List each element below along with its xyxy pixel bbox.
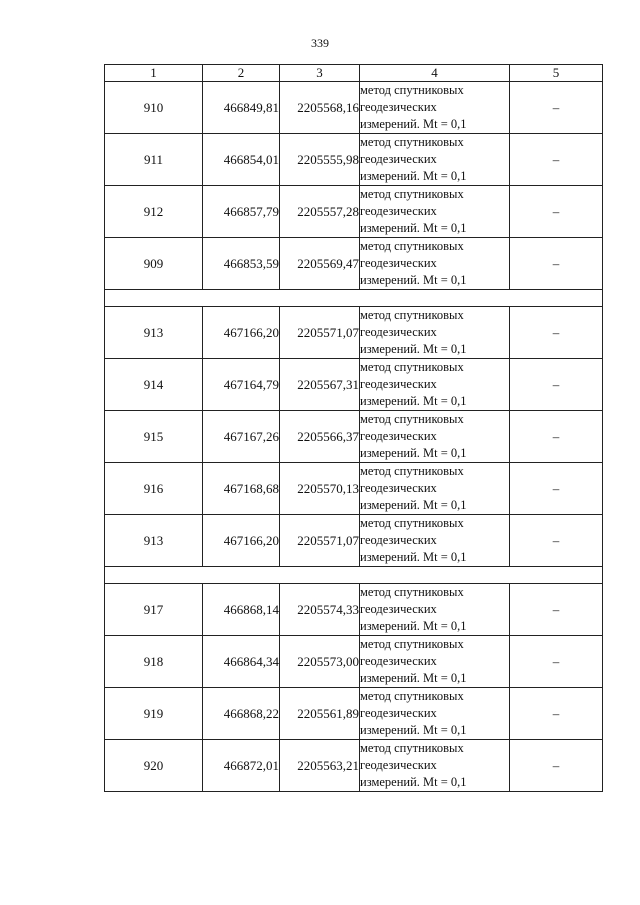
- note-cell: –: [510, 515, 603, 567]
- note-cell: –: [510, 740, 603, 792]
- table-row: [105, 186, 603, 238]
- table-row: [105, 238, 603, 290]
- note-cell: –: [510, 186, 603, 238]
- y-coordinate-cell: 2205566,37: [280, 411, 360, 463]
- x-coordinate-cell: 467167,26: [203, 411, 280, 463]
- separator-cell: [105, 567, 603, 584]
- y-coordinate-cell: 2205563,21: [280, 740, 360, 792]
- point-number-cell: 914: [105, 359, 203, 411]
- y-coordinate-cell: 2205568,16: [280, 82, 360, 134]
- point-number-cell: 915: [105, 411, 203, 463]
- column-header-5: 5: [510, 65, 603, 82]
- column-header-2: 2: [203, 65, 280, 82]
- method-cell: метод спутниковых геодезических измерений. Mt = 0,1: [360, 82, 510, 134]
- note-cell: –: [510, 359, 603, 411]
- x-coordinate-cell: 467166,20: [203, 515, 280, 567]
- method-cell: метод спутниковых геодезических измерений. Mt = 0,1: [360, 688, 510, 740]
- note-cell: –: [510, 82, 603, 134]
- y-coordinate-cell: 2205561,89: [280, 688, 360, 740]
- y-coordinate-cell: 2205569,47: [280, 238, 360, 290]
- note-cell: –: [510, 134, 603, 186]
- table-row: [105, 688, 603, 740]
- table-row: [105, 411, 603, 463]
- point-number-cell: 919: [105, 688, 203, 740]
- table-row: [105, 359, 603, 411]
- table-row: [105, 82, 603, 134]
- method-cell: метод спутниковых геодезических измерений. Mt = 0,1: [360, 515, 510, 567]
- x-coordinate-cell: 467164,79: [203, 359, 280, 411]
- point-number-cell: 910: [105, 82, 203, 134]
- point-number-cell: 911: [105, 134, 203, 186]
- table-row: [105, 740, 603, 792]
- x-coordinate-cell: 466864,34: [203, 636, 280, 688]
- coordinates-table: [104, 64, 603, 792]
- method-cell: метод спутниковых геодезических измерений. Mt = 0,1: [360, 359, 510, 411]
- method-cell: метод спутниковых геодезических измерений. Mt = 0,1: [360, 636, 510, 688]
- table-row: [105, 307, 603, 359]
- method-cell: метод спутниковых геодезических измерений. Mt = 0,1: [360, 134, 510, 186]
- method-cell: метод спутниковых геодезических измерений. Mt = 0,1: [360, 463, 510, 515]
- method-cell: метод спутниковых геодезических измерений. Mt = 0,1: [360, 307, 510, 359]
- x-coordinate-cell: 466857,79: [203, 186, 280, 238]
- point-number-cell: 917: [105, 584, 203, 636]
- note-cell: –: [510, 584, 603, 636]
- separator-cell: [105, 290, 603, 307]
- x-coordinate-cell: 466853,59: [203, 238, 280, 290]
- table-row: [105, 463, 603, 515]
- table-header-row: [105, 65, 603, 82]
- method-cell: метод спутниковых геодезических измерений. Mt = 0,1: [360, 238, 510, 290]
- point-number-cell: 918: [105, 636, 203, 688]
- table-separator-row: [105, 567, 603, 584]
- note-cell: –: [510, 411, 603, 463]
- note-cell: –: [510, 238, 603, 290]
- point-number-cell: 916: [105, 463, 203, 515]
- note-cell: –: [510, 307, 603, 359]
- table-row: [105, 584, 603, 636]
- y-coordinate-cell: 2205571,07: [280, 307, 360, 359]
- y-coordinate-cell: 2205570,13: [280, 463, 360, 515]
- x-coordinate-cell: 466868,22: [203, 688, 280, 740]
- column-header-3: 3: [280, 65, 360, 82]
- x-coordinate-cell: 467168,68: [203, 463, 280, 515]
- table-row: [105, 636, 603, 688]
- note-cell: –: [510, 463, 603, 515]
- note-cell: –: [510, 688, 603, 740]
- x-coordinate-cell: 466868,14: [203, 584, 280, 636]
- x-coordinate-cell: 467166,20: [203, 307, 280, 359]
- column-header-1: 1: [105, 65, 203, 82]
- column-header-4: 4: [360, 65, 510, 82]
- x-coordinate-cell: 466849,81: [203, 82, 280, 134]
- method-cell: метод спутниковых геодезических измерений. Mt = 0,1: [360, 584, 510, 636]
- point-number-cell: 912: [105, 186, 203, 238]
- table-row: [105, 515, 603, 567]
- table-separator-row: [105, 290, 603, 307]
- point-number-cell: 913: [105, 515, 203, 567]
- y-coordinate-cell: 2205573,00: [280, 636, 360, 688]
- note-cell: –: [510, 636, 603, 688]
- x-coordinate-cell: 466854,01: [203, 134, 280, 186]
- method-cell: метод спутниковых геодезических измерений. Mt = 0,1: [360, 740, 510, 792]
- y-coordinate-cell: 2205567,31: [280, 359, 360, 411]
- method-cell: метод спутниковых геодезических измерений. Mt = 0,1: [360, 411, 510, 463]
- x-coordinate-cell: 466872,01: [203, 740, 280, 792]
- y-coordinate-cell: 2205574,33: [280, 584, 360, 636]
- coordinates-table-body: [105, 65, 603, 792]
- method-cell: метод спутниковых геодезических измерений. Mt = 0,1: [360, 186, 510, 238]
- y-coordinate-cell: 2205571,07: [280, 515, 360, 567]
- page-number: 339: [311, 36, 329, 50]
- y-coordinate-cell: 2205557,28: [280, 186, 360, 238]
- y-coordinate-cell: 2205555,98: [280, 134, 360, 186]
- table-row: [105, 134, 603, 186]
- point-number-cell: 920: [105, 740, 203, 792]
- point-number-cell: 909: [105, 238, 203, 290]
- point-number-cell: 913: [105, 307, 203, 359]
